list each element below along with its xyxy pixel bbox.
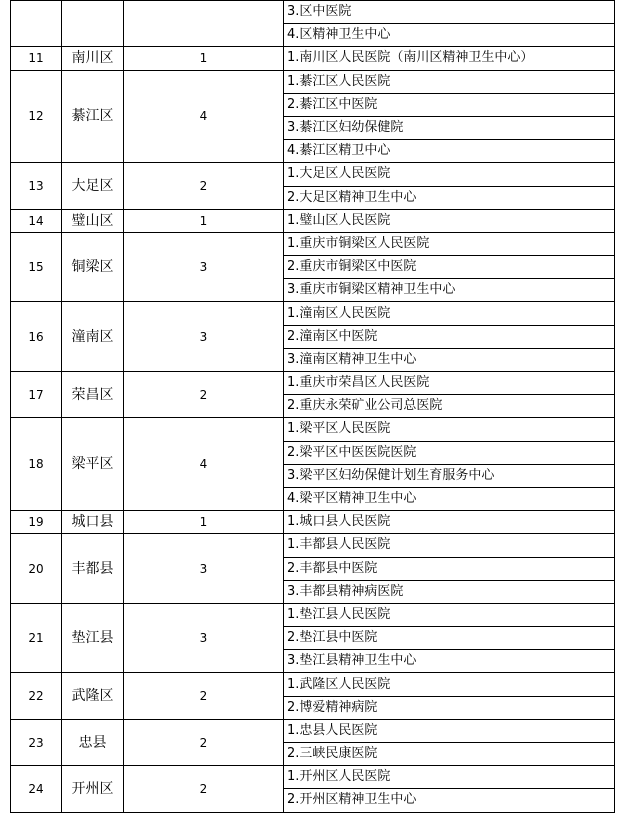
row-number: 13: [11, 163, 62, 209]
hospital-name: 2.博爱精神病院: [284, 696, 615, 719]
hospital-name: 1.开州区人民医院: [284, 766, 615, 789]
hospital-count: 1: [124, 47, 284, 70]
hospital-name: 3.丰都县精神病医院: [284, 580, 615, 603]
hospital-count: 1: [124, 511, 284, 534]
hospital-name: 1.南川区人民医院（南川区精神卫生中心）: [284, 47, 615, 70]
table-row: [11, 232, 615, 255]
hospital-name: 1.丰都县人民医院: [284, 534, 615, 557]
row-number: 15: [11, 232, 62, 302]
row-number: [11, 1, 62, 47]
hospital-count: 2: [124, 372, 284, 418]
row-number: 11: [11, 47, 62, 70]
district-name: 璧山区: [62, 209, 124, 232]
hospital-name: 1.垫江县人民医院: [284, 603, 615, 626]
hospital-name: 1.重庆市荣昌区人民医院: [284, 372, 615, 395]
table-row: [11, 70, 615, 93]
district-name: 南川区: [62, 47, 124, 70]
hospital-count: 3: [124, 534, 284, 604]
hospital-name: 1.重庆市铜梁区人民医院: [284, 232, 615, 255]
row-number: 16: [11, 302, 62, 372]
hospital-name: 3.潼南区精神卫生中心: [284, 348, 615, 371]
hospital-name: 4.区精神卫生中心: [284, 24, 615, 47]
hospital-name: 3.梁平区妇幼保健计划生育服务中心: [284, 464, 615, 487]
hospital-table: [10, 0, 615, 813]
row-number: 23: [11, 719, 62, 765]
table-row: [11, 209, 615, 232]
row-number: 12: [11, 70, 62, 163]
hospital-count: 4: [124, 418, 284, 511]
hospital-name: 4.綦江区精卫中心: [284, 140, 615, 163]
hospital-name: 2.梁平区中医医院医院: [284, 441, 615, 464]
hospital-name: 1.璧山区人民医院: [284, 209, 615, 232]
hospital-name: 1.城口县人民医院: [284, 511, 615, 534]
district-name: 丰都县: [62, 534, 124, 604]
table-row: [11, 766, 615, 789]
table-body: [11, 1, 615, 813]
hospital-count: 3: [124, 302, 284, 372]
row-number: 22: [11, 673, 62, 719]
table-row: [11, 1, 615, 24]
hospital-name: 4.梁平区精神卫生中心: [284, 487, 615, 510]
hospital-name: 2.丰都县中医院: [284, 557, 615, 580]
district-name: 梁平区: [62, 418, 124, 511]
hospital-name: 2.三峡民康医院: [284, 743, 615, 766]
row-number: 18: [11, 418, 62, 511]
district-name: 垫江县: [62, 603, 124, 673]
table-row: [11, 163, 615, 186]
hospital-name: 3.綦江区妇幼保健院: [284, 116, 615, 139]
hospital-count: 2: [124, 673, 284, 719]
hospital-name: 2.綦江区中医院: [284, 93, 615, 116]
hospital-count: 3: [124, 232, 284, 302]
hospital-name: 1.潼南区人民医院: [284, 302, 615, 325]
hospital-count: 1: [124, 209, 284, 232]
hospital-count: 3: [124, 603, 284, 673]
hospital-name: 1.忠县人民医院: [284, 719, 615, 742]
table-row: [11, 534, 615, 557]
district-name: 荣昌区: [62, 372, 124, 418]
hospital-name: 2.开州区精神卫生中心: [284, 789, 615, 812]
district-name: 潼南区: [62, 302, 124, 372]
hospital-name: 1.綦江区人民医院: [284, 70, 615, 93]
district-name: 綦江区: [62, 70, 124, 163]
district-name: [62, 1, 124, 47]
district-name: 忠县: [62, 719, 124, 765]
district-name: 铜梁区: [62, 232, 124, 302]
hospital-name: 2.重庆永荣矿业公司总医院: [284, 395, 615, 418]
hospital-name: 2.重庆市铜梁区中医院: [284, 256, 615, 279]
table-row: [11, 418, 615, 441]
table-row: [11, 511, 615, 534]
hospital-name: 1.大足区人民医院: [284, 163, 615, 186]
hospital-count: 2: [124, 766, 284, 812]
table-row: [11, 302, 615, 325]
district-name: 大足区: [62, 163, 124, 209]
hospital-name: 2.潼南区中医院: [284, 325, 615, 348]
hospital-count: 4: [124, 70, 284, 163]
row-number: 24: [11, 766, 62, 812]
row-number: 14: [11, 209, 62, 232]
district-name: 城口县: [62, 511, 124, 534]
hospital-name: 3.区中医院: [284, 1, 615, 24]
hospital-name: 2.大足区精神卫生中心: [284, 186, 615, 209]
table-row: [11, 673, 615, 696]
row-number: 17: [11, 372, 62, 418]
district-name: 武隆区: [62, 673, 124, 719]
hospital-count: 2: [124, 719, 284, 765]
hospital-name: 1.武隆区人民医院: [284, 673, 615, 696]
table-row: [11, 47, 615, 70]
hospital-name: 1.梁平区人民医院: [284, 418, 615, 441]
table-row: [11, 603, 615, 626]
hospital-count: [124, 1, 284, 47]
row-number: 21: [11, 603, 62, 673]
hospital-name: 2.垫江县中医院: [284, 627, 615, 650]
hospital-name: 3.垫江县精神卫生中心: [284, 650, 615, 673]
table-row: [11, 372, 615, 395]
hospital-count: 2: [124, 163, 284, 209]
table-row: [11, 719, 615, 742]
row-number: 19: [11, 511, 62, 534]
row-number: 20: [11, 534, 62, 604]
district-name: 开州区: [62, 766, 124, 812]
hospital-name: 3.重庆市铜梁区精神卫生中心: [284, 279, 615, 302]
